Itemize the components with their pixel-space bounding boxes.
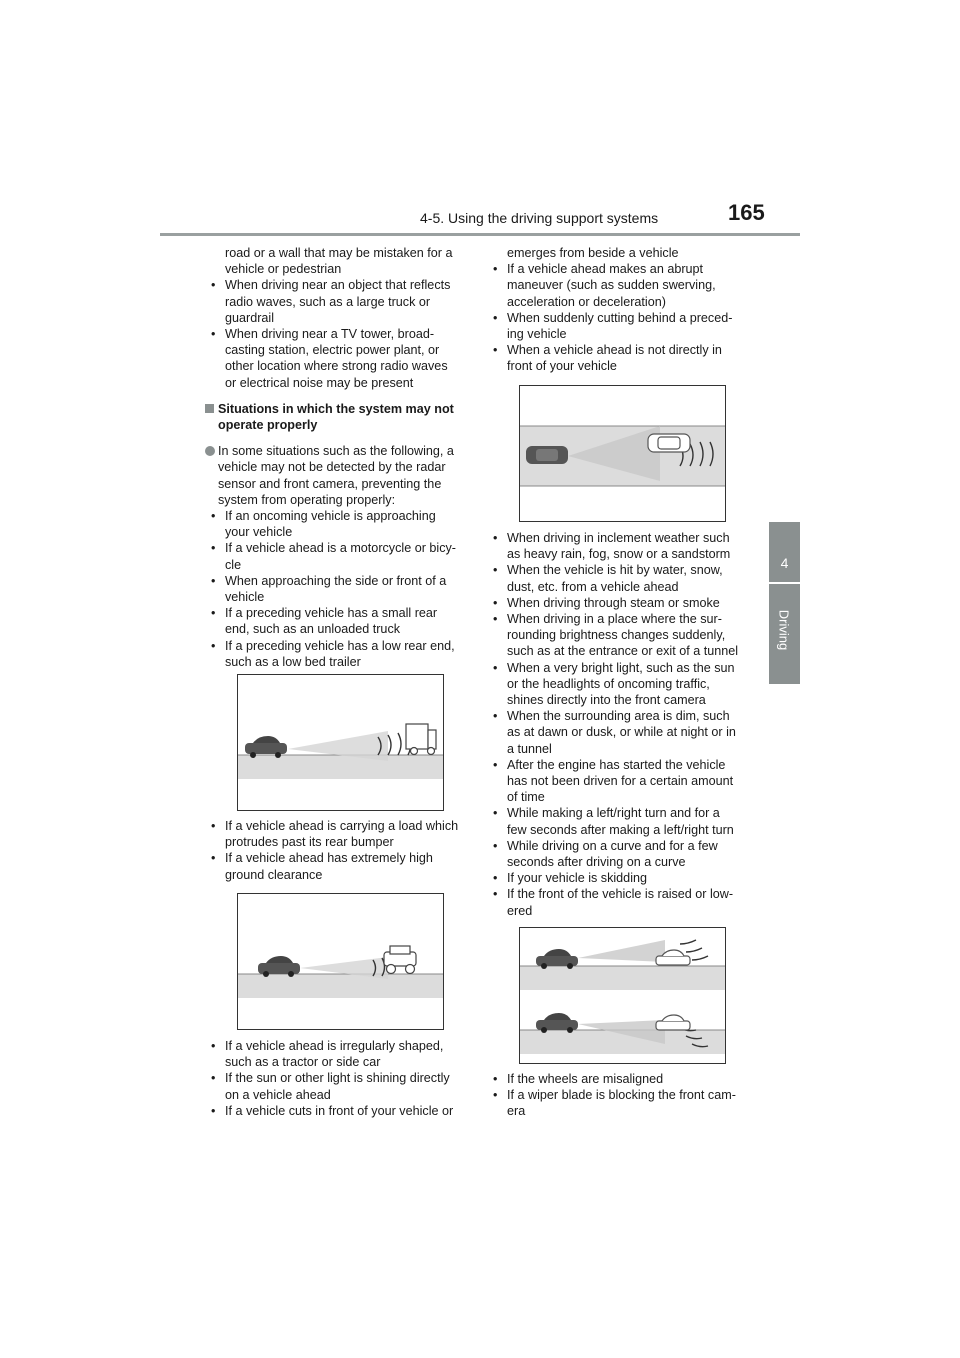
list-item-cont: era	[507, 1104, 526, 1119]
list-item: • If a preceding vehicle has a low rear end,	[205, 638, 475, 654]
list-item: • If a wiper blade is blocking the front cam-	[487, 1087, 762, 1103]
list-item-cont: as at dawn or dusk, or while at night or in	[507, 725, 736, 740]
list-item-cont: as heavy rain, fog, snow or a sandstorm	[507, 547, 731, 562]
list-item: • When driving near an object that reflects	[205, 277, 475, 293]
list-item: • If a vehicle ahead has extremely high	[205, 850, 475, 866]
illustration-high-clearance	[237, 893, 444, 1030]
list-item: • If your vehicle is skidding	[487, 870, 762, 886]
continued-text: emerges from beside a vehicle	[507, 246, 679, 260]
list-item-cont: maneuver (such as sudden swerving,	[507, 278, 716, 293]
car-icon	[526, 446, 568, 464]
list-item: • When suddenly cutting behind a preced-	[487, 310, 762, 326]
list-item: • If the wheels are misaligned	[487, 1071, 762, 1087]
list-item: • When a very bright light, such as the sun	[487, 660, 762, 676]
left-column-bottom	[205, 1038, 475, 1119]
right-column-top	[487, 245, 762, 375]
list-item: • After the engine has started the vehicle	[487, 757, 762, 773]
intro-text-cont: system from operating properly:	[218, 492, 396, 507]
list-item: • When the vehicle is hit by water, snow,	[487, 562, 762, 578]
list-item: • While making a left/right turn and for a	[487, 805, 762, 821]
car-ahead-icon	[648, 434, 690, 452]
list-item-cont: or electrical noise may be present	[225, 375, 414, 390]
list-item: • When approaching the side or front of a	[205, 573, 475, 589]
list-item: • If the sun or other light is shining directly	[205, 1070, 475, 1086]
list-item-cont: such as at the entrance or exit of a tunnel	[507, 644, 739, 659]
list-item: • If a vehicle cuts in front of your vehicle or	[205, 1103, 475, 1119]
list-item: • If an oncoming vehicle is approaching	[205, 508, 475, 524]
suv-icon	[384, 946, 416, 974]
intro-text-cont: sensor and front camera, preventing the	[218, 476, 442, 491]
continued-text: vehicle or pedestrian	[225, 262, 342, 277]
list-item-cont: vehicle	[225, 590, 265, 605]
left-column-top	[205, 245, 475, 670]
list-item-cont: shines directly into the front camera	[507, 693, 706, 708]
list-item-cont: on a vehicle ahead	[225, 1087, 331, 1102]
illustration-truck	[237, 674, 444, 811]
list-item-cont: such as a tractor or side car	[225, 1055, 381, 1070]
list-item-cont: dust, etc. from a vehicle ahead	[507, 579, 679, 594]
list-item: • If the front of the vehicle is raised or low-	[487, 886, 762, 902]
list-item-cont: casting station, electric power plant, or	[225, 343, 440, 358]
road-icon	[238, 974, 443, 998]
list-item: • While driving on a curve and for a few	[487, 838, 762, 854]
intro-text-cont: vehicle may not be detected by the radar	[218, 460, 446, 475]
list-item: • When driving in inclement weather such	[487, 530, 762, 546]
right-column-middle	[487, 530, 762, 919]
list-item-cont: has not been driven for a certain amount	[507, 774, 734, 789]
car-lowered-icon	[536, 1013, 578, 1033]
list-item-cont: of time	[507, 790, 545, 805]
list-item: • When the surrounding area is dim, such	[487, 708, 762, 724]
list-item-cont: few seconds after making a left/right turn	[507, 822, 734, 837]
list-item-cont: rounding brightness changes suddenly,	[507, 628, 726, 643]
illustration-offset-vehicle	[519, 385, 726, 522]
list-item-cont: ing vehicle	[507, 327, 567, 342]
section-heading: Situations in which the system may not	[205, 401, 475, 417]
list-item-cont: ground clearance	[225, 867, 323, 882]
page-number: 165	[728, 200, 765, 225]
list-item: • If a vehicle ahead is irregularly shaped,	[205, 1038, 475, 1054]
list-item-cont: acceleration or deceleration)	[507, 294, 666, 309]
list-item: • If a vehicle ahead is carrying a load which	[205, 818, 475, 834]
truck-icon	[406, 724, 436, 755]
list-item-cont: guardrail	[225, 310, 275, 325]
illustration-raised-lowered	[519, 927, 726, 1064]
list-item: • When driving through steam or smoke	[487, 595, 762, 611]
radar-beam-raised-icon	[578, 940, 665, 962]
list-item-cont: seconds after driving on a curve	[507, 855, 686, 870]
list-item: • When driving in a place where the sur-	[487, 611, 762, 627]
list-item: • When a vehicle ahead is not directly in	[487, 342, 762, 358]
list-item-cont: a tunnel	[507, 741, 552, 756]
list-item: • If a vehicle ahead is a motorcycle or bicy-	[205, 540, 475, 556]
car-icon	[258, 956, 300, 977]
chapter-number: 4	[780, 555, 789, 571]
list-item-cont: cle	[225, 557, 242, 572]
list-item: • If a vehicle ahead makes an abrupt	[487, 261, 762, 277]
list-item-cont: ered	[507, 903, 533, 918]
chapter-label: Driving	[776, 609, 792, 651]
left-column-middle	[205, 818, 475, 883]
list-item: • If a preceding vehicle has a small rear	[205, 605, 475, 621]
list-item-cont: such as a low bed trailer	[225, 654, 361, 669]
list-item: • When driving near a TV tower, broad-	[205, 326, 475, 342]
list-item-cont: protrudes past its rear bumper	[225, 835, 394, 850]
road-icon	[520, 966, 725, 990]
section-heading-cont: operate properly	[218, 418, 318, 433]
list-item-cont: end, such as an unloaded truck	[225, 622, 401, 637]
chapter-tab	[769, 522, 800, 582]
list-item-cont: your vehicle	[225, 525, 293, 540]
right-column-bottom	[487, 1071, 762, 1120]
section-title: 4-5. Using the driving support systems	[420, 210, 659, 226]
road-icon	[238, 755, 443, 779]
header-rule	[160, 233, 800, 236]
list-item-cont: other location where strong radio waves	[225, 359, 448, 374]
continued-text: road or a wall that may be mistaken for a	[225, 246, 453, 260]
list-item-cont: front of your vehicle	[507, 359, 617, 374]
car-raised-icon	[536, 949, 578, 969]
list-item-cont: or the headlights of oncoming traffic,	[507, 676, 710, 691]
intro-text: In some situations such as the following, a	[205, 443, 475, 459]
list-item-cont: radio waves, such as a large truck or	[225, 294, 431, 309]
